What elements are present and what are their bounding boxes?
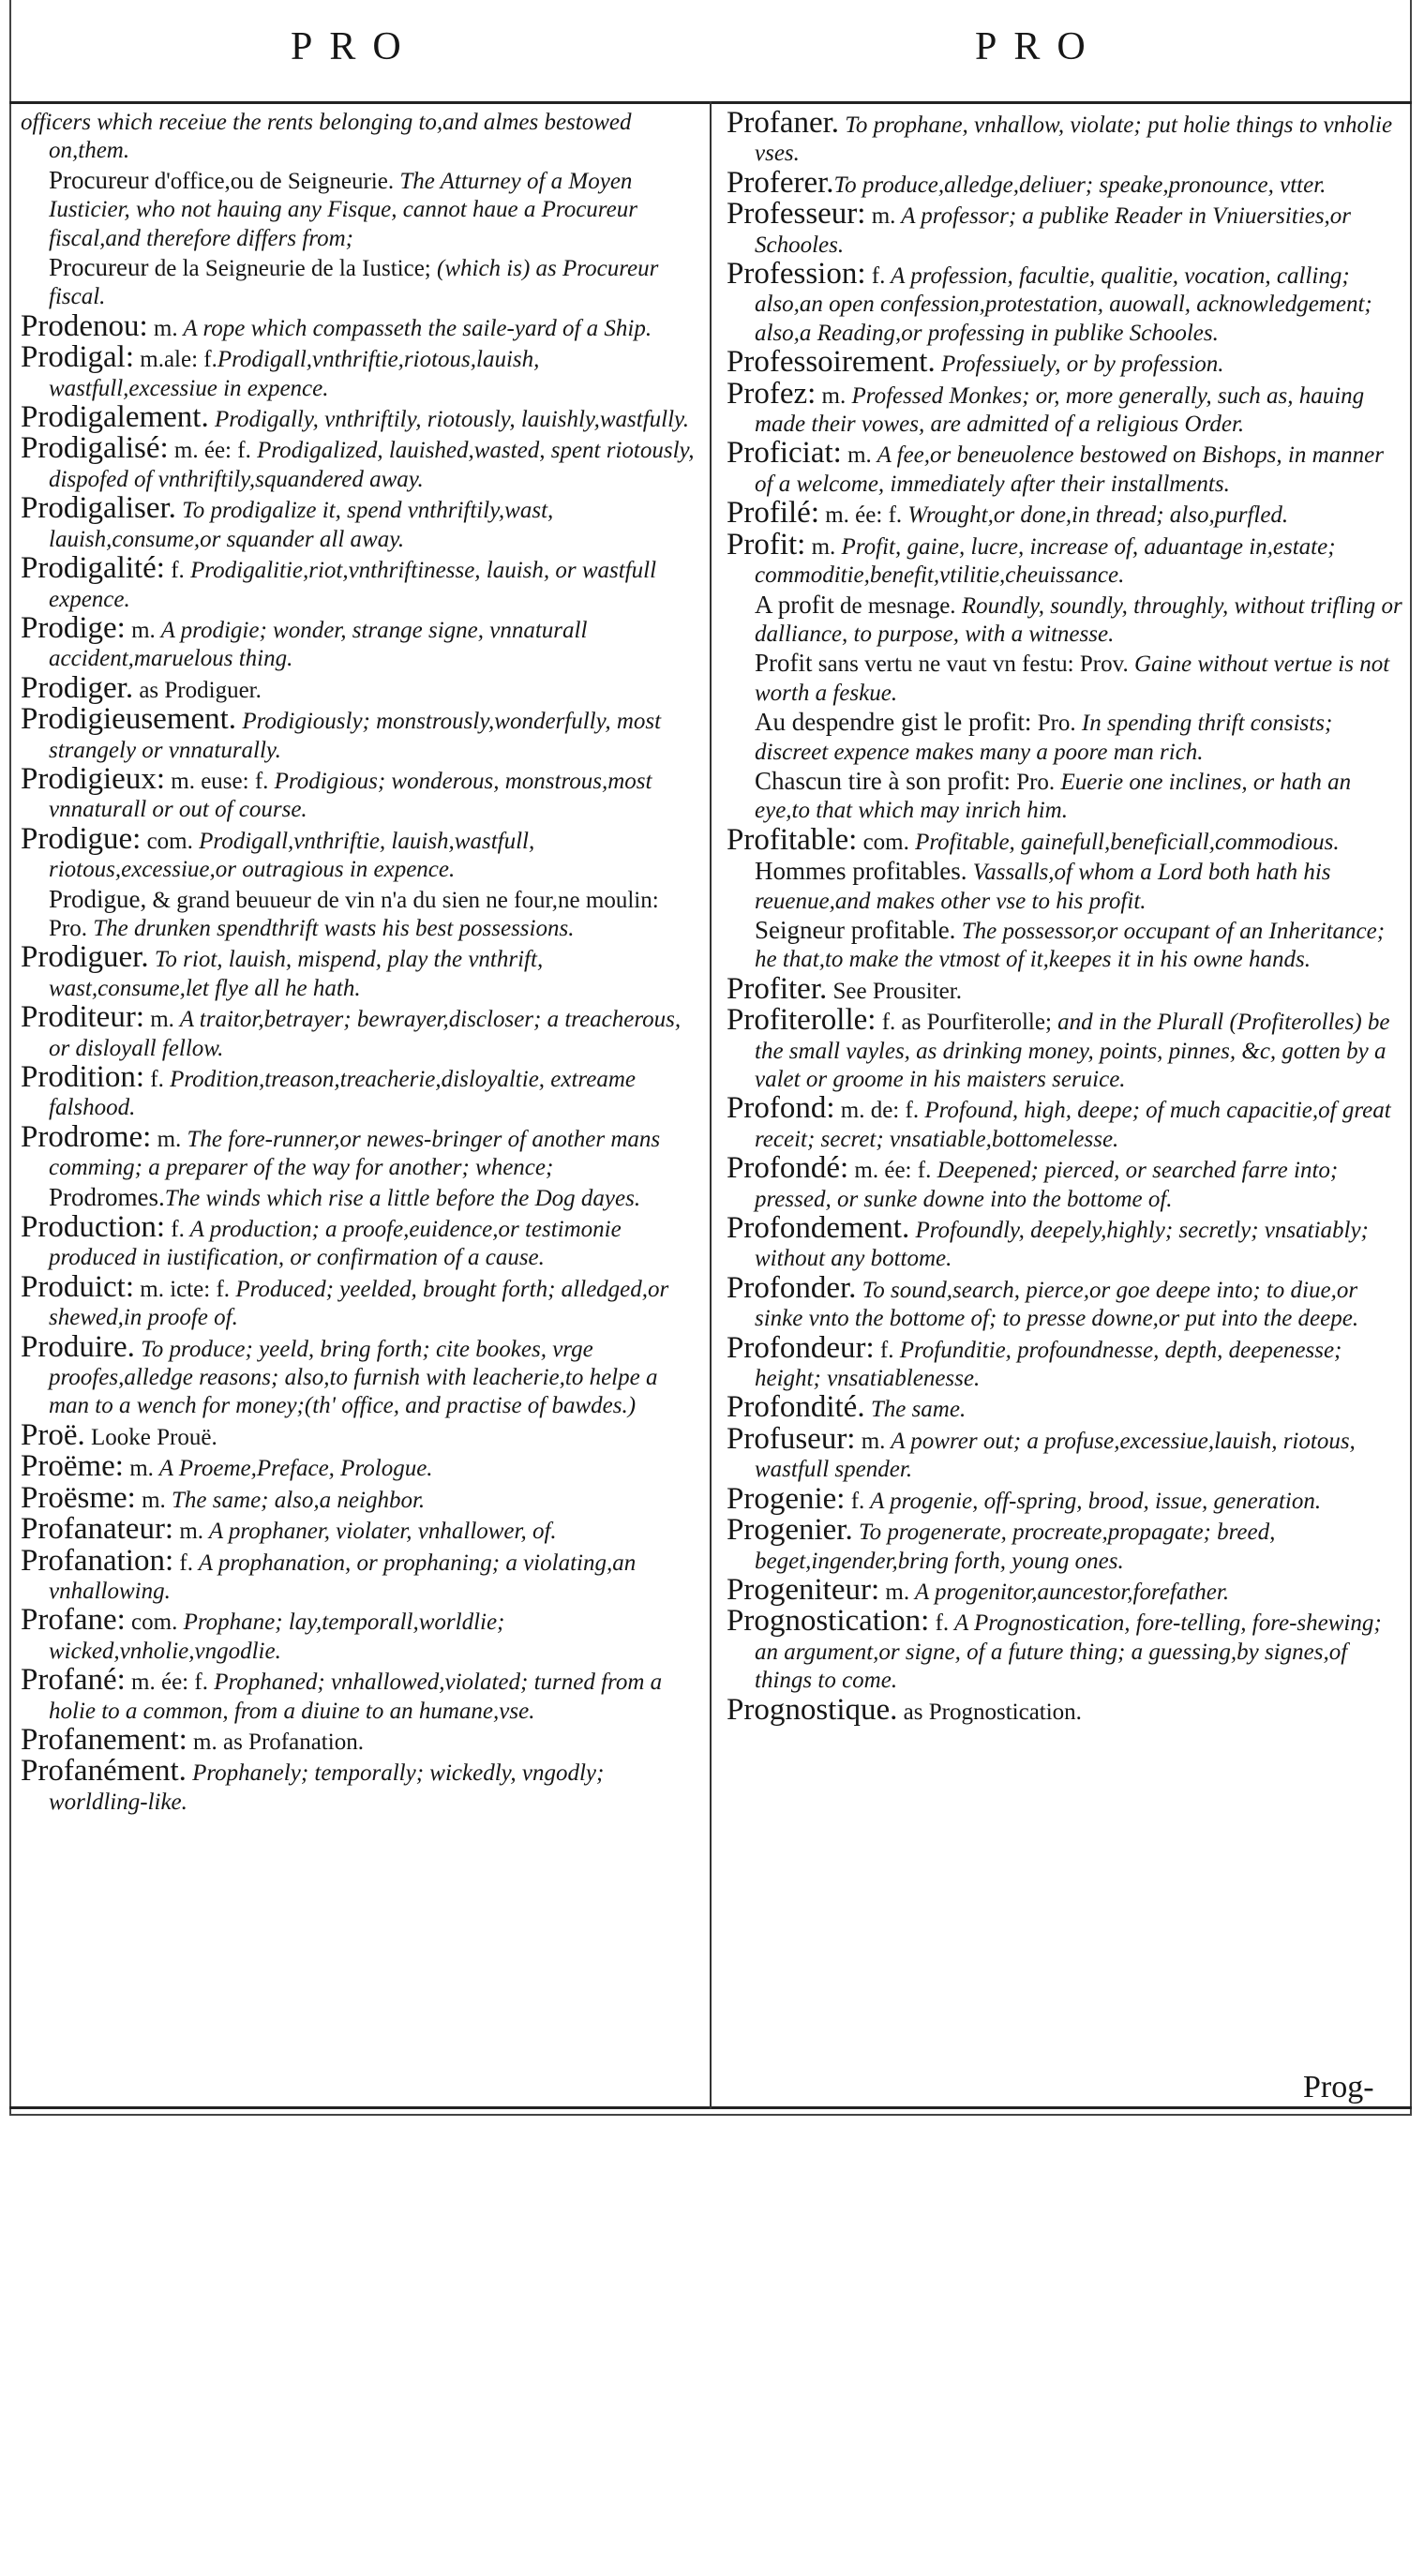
entry-gloss: To riot, lauish, mispend, play the vnthrift, wast,consume,let flye all he hath. [49,947,544,1001]
entry-gloss: A traitor,betrayer; bewrayer,discloser; a treacherous, or disloyall fellow. [49,1007,682,1061]
entry-gloss: The Atturney of a Moyen Iusticier, who not hauing any Fisque, cannot haue a Procureur fiscal,and therefore differs from; [49,168,637,251]
entry-headword: Profonder. [727,1270,857,1305]
dictionary-entry [21,670,700,705]
dictionary-entry [727,857,1406,916]
entry-headword: Profondement. [727,1211,910,1246]
entry-grammar: f. [144,1067,164,1092]
entry-headword: Proditeur: [21,1000,144,1035]
entry-headword: Profane: [21,1603,126,1638]
entry-grammar: com. [125,1610,178,1636]
dictionary-entry [727,971,1406,1006]
entry-grammar: m. ée: f. [168,438,251,464]
entry-headword: Prodromes. [49,1182,165,1211]
entry-headword: Prodenou: [21,308,148,343]
entry-gloss: To produce; yeeld, bring forth; cite bookes, vrge proofes,alledge reasons; also,to furnish with leacherie,to helpe a man to a wench for money;(th' office, and practise of bawdes.) [49,1336,658,1419]
entry-headword: Profanement: [21,1722,187,1757]
dictionary-entry [21,1663,700,1726]
dictionary-entry [727,345,1406,380]
dictionary-entry [727,1091,1406,1154]
entry-gloss: A rope which compasseth the saile-yard of a Ship. [177,315,652,341]
entry-gloss: Prodigall,vnthriftie, lauish,wastfull, riotous,excessiue,or outragious in expence. [49,828,535,883]
entry-gloss: A profession, facultie, qualitie, vocation, calling; also,an open confession,protestation, auowall, acknowledgement; also,a Reading,or professing in publike Schooles. [755,263,1372,346]
entry-gloss: A progenie, off-spring, brood, issue, generation. [864,1488,1322,1514]
dictionary-entry [727,708,1406,767]
entry-gloss: Professiuely, or by profession. [935,352,1224,378]
dictionary-entry [727,165,1406,200]
dictionary-entry [21,1512,700,1547]
entry-gloss: The winds which rise a little before the Dog dayes. [164,1185,641,1211]
dictionary-entry [727,106,1406,169]
entry-headword: Prodrome: [21,1119,152,1154]
entry-headword: Profession: [727,257,866,292]
dictionary-entry [727,822,1406,857]
entry-gloss: A Prognostication, fore-telling, fore-shewing; an argument,or signe, of a future thing; a guessing,by signes,of things to come. [755,1610,1382,1694]
entry-grammar: f. [173,1550,193,1576]
entry-headword: Progenier. [727,1513,853,1548]
entry-headword: Production: [21,1210,165,1245]
entry-gloss: Vassalls,of whom a Lord both hath his reuenue,and makes other vse to his profit. [755,860,1331,914]
entry-headword: Profiterolle: [727,1003,877,1038]
dictionary-entry [21,1329,700,1421]
entry-gloss: The same. [864,1397,967,1423]
left-column [21,109,700,1817]
entry-headword: Prodigalisé: [21,431,169,466]
entry-grammar: as Prognostication. [897,1699,1082,1725]
dictionary-entry [21,551,700,614]
dictionary-entry [21,431,700,494]
entry-headword: Produire. [21,1329,135,1364]
dictionary-entry [727,1151,1406,1214]
entry-grammar: m. de: f. [834,1098,920,1124]
entry-gloss: Profoundly, deepely,highly; secretly; vnsatiably; without any bottome. [755,1218,1369,1272]
entry-headword: Profitable: [727,822,858,857]
entry-headword: Profilé: [727,496,819,531]
entry-gloss: To prophane, vnhallow, violate; put holie things to vnholie vses. [755,112,1393,167]
dictionary-entry [21,1183,700,1213]
entry-headword: Profané: [21,1663,126,1698]
entry-headword: Profond: [727,1091,835,1126]
entry-gloss: A prodigie; wonder, strange signe, vnnaturall accident,maruelous thing. [49,617,588,672]
entry-grammar: as Prodiguer. [133,677,262,703]
entry-gloss: Profitable, gainefull,beneficiall,commodious. [908,829,1340,855]
entry-gloss: The possessor,or occupant of an Inheritance; he that,to make the vtmost of it,keepes it in his owne hands. [755,918,1386,973]
dictionary-entry [21,1722,700,1757]
entry-gloss: Prodigalitie,riot,vnthriftinesse, lauish, or wastfull expence. [49,558,657,612]
dictionary-entry [21,821,700,885]
entry-headword: Profez: [727,376,817,411]
dictionary-entry [727,376,1406,440]
entry-headword: Professoirement. [727,345,936,380]
entry-grammar: de la Seigneurie de la Iustice; [148,256,431,282]
entry-grammar: m.ale: f. [134,347,217,373]
entry-gloss: Prodigious; wonderous, monstrous,most vnnaturall or out of course. [49,768,652,823]
entry-gloss: A powrer out; a profuse,excessiue,lauish, riotous, wastfull spender. [755,1428,1356,1483]
entry-headword: Prodigieusement. [21,702,237,737]
dictionary-entry [727,1572,1406,1607]
entry-grammar: d'office,ou de Seigneurie. [148,168,395,194]
entry-headword: Professeur: [727,197,866,232]
right-column [727,106,1406,1727]
dictionary-entry [21,1449,700,1484]
entry-gloss: The drunken spendthrift wasts his best possessions. [86,915,575,941]
entry-grammar: m. [816,382,847,409]
entry-grammar: m. [173,1519,204,1545]
entry-headword: Au despendre gist le profit: [755,708,1032,737]
entry-gloss: Profit, gaine, lucre, increase of, aduantage in,estate; commoditie,benefit,vtilitie,cheuissance. [755,533,1336,589]
entry-grammar: f. [165,1217,185,1243]
entry-grammar: m. [865,203,896,230]
dictionary-entry [21,940,700,1003]
entry-grammar: m. ée: f. [125,1670,208,1696]
entry-gloss: To sound,search, pierce,or goe deepe into; to diue,or sinke vnto the bottome of; to presse downe,or put into the deepe. [755,1277,1359,1332]
entry-gloss: The fore-runner,or newes-bringer of another mans comming; a preparer of the way for another; whence; [49,1126,661,1181]
entry-gloss: A progenitor,auncestor,forefather. [909,1579,1230,1605]
page-header [0,24,1424,81]
dictionary-entry [727,591,1406,650]
entry-gloss: The same; also,a neighbor. [165,1487,426,1513]
dictionary-entry [727,1692,1406,1727]
entry-gloss: A prophanation, or prophaning; a violating,an vnhallowing. [49,1550,637,1604]
entry-grammar: de mesnage. [833,592,956,619]
entry-gloss: Deepened; pierced, or searched farre into; pressed, or sunke downe into the bottome of. [755,1158,1339,1212]
entry-headword: Procureur [49,165,149,194]
dictionary-entry [21,166,700,253]
entry-headword: Profondé: [727,1151,849,1186]
entry-gloss: Wrought,or done,in thread; also,purfled. [902,502,1289,529]
dictionary-entry [727,436,1406,499]
entry-headword: Profuseur: [727,1421,856,1456]
entry-headword: Progenie: [727,1481,846,1516]
bottom-double-rule [9,2114,1412,2116]
entry-headword: Chascun tire à son profit: [755,766,1011,795]
entry-headword: Prognostication: [727,1604,930,1639]
dictionary-entry [727,1390,1406,1425]
entry-headword: Profanateur: [21,1512,174,1547]
entry-headword: Prognostique. [727,1692,898,1727]
entry-gloss: Euerie one inclines, or hath an eye,to that which may inrich him. [755,769,1352,824]
entry-gloss: A production; a proofe,euidence,or testimonie produced in iustification, or confirmation of a cause. [49,1217,622,1271]
dictionary-entry [727,496,1406,531]
dictionary-entry [727,1330,1406,1394]
entry-headword: Prodigieux: [21,761,165,796]
entry-gloss: To prodigalize it, spend vnthriftily,wast, lauish,consume,or squander all away. [49,498,554,552]
entry-grammar: m. [143,1007,174,1033]
dictionary-entry [21,1000,700,1063]
dictionary-entry [727,767,1406,826]
entry-grammar: f. as Pourfiterolle; [876,1010,1052,1036]
dictionary-entry [21,1417,700,1452]
entry-gloss: A fee,or beneuolence bestowed on Bishops, in manner of a welcome, immediately after their installments. [755,442,1384,497]
entry-grammar: m. [123,1456,154,1482]
entry-headword: Proësme: [21,1480,136,1515]
entry-grammar: m. [147,315,178,341]
entry-grammar: m. as Profanation. [187,1729,364,1755]
entry-headword: Profit: [727,527,806,562]
dictionary-entry [21,340,700,403]
entry-grammar: m. ée: f. [818,502,903,529]
entry-gloss: Prodigiously; monstrously,wonderfully, most strangely or vnnaturally. [49,709,662,763]
entry-gloss: Prodigally, vnthriftily, riotously, lauishly,wastfully. [208,407,690,433]
entry-grammar: f. [929,1610,950,1637]
entry-gloss: Prodigalized, lauished,wasted, spent riotously, dispofed of vnthriftily,squandered away. [49,438,695,492]
entry-headword: Prodiguer. [21,940,149,975]
entry-headword: Hommes profitables. [755,857,967,886]
entry-headword: Prodigue: [21,821,142,856]
entry-headword: Procureur [49,253,149,282]
entry-grammar: Pro. [1031,711,1076,737]
column-divider [710,101,712,2109]
entry-gloss: To progenerate, procreate,propagate; breed, beget,ingender,bring forth, young ones. [755,1520,1276,1574]
dictionary-entry [21,1119,700,1183]
entry-headword: Proë. [21,1417,85,1452]
entry-grammar: com. [857,829,909,855]
dictionary-entry [727,257,1406,348]
entry-headword: Proferer. [727,165,834,200]
entry-headword: Profiter. [727,971,828,1006]
entry-headword: Seigneur profitable. [755,915,956,944]
dictionary-entry [727,1421,1406,1485]
entry-gloss: Produced; yeelded, brought forth; alledged,or shewed,in proofe of. [49,1276,669,1331]
entry-gloss: A Proeme,Preface, Prologue. [153,1456,433,1482]
entry-grammar: m. [805,533,836,560]
entry-grammar: m. euse: f. [165,768,269,794]
entry-grammar: See Prousiter. [827,978,962,1004]
entry-gloss: (which is) as Procureur fiscal. [49,256,659,310]
entry-gloss: Gaine without vertue is not worth a feskue. [755,651,1390,706]
entry-grammar: f. [865,263,886,290]
entry-grammar: m. icte: f. [134,1276,231,1302]
entry-gloss: Roundly, soundly, throughly, without trifling or dalliance, to purpose, with a witnesse. [755,592,1402,647]
entry-gloss: Prodition,treason,treacherie,disloyaltie, extreame falshood. [49,1067,636,1121]
entry-headword: Proficiat: [727,436,842,471]
entry-gloss: In spending thrift consists; discreet expence makes many a poore man rich. [755,711,1333,765]
entry-headword: Profanément. [21,1754,187,1789]
running-head-right: PRO [975,25,1102,68]
dictionary-entry [727,649,1406,708]
dictionary-entry [21,1603,700,1666]
entry-grammar: & grand beuueur de vin n'a du sien ne four,ne moulin: Pro. [49,887,659,941]
entry-headword: Prodigalement. [21,400,209,435]
entry-gloss: Professed Monkes; or, more generally, such as, hauing made their vowes, are admitted of a religious Order. [755,382,1365,438]
entry-gloss: Prophane; lay,temporall,worldlie; wicked,vnholie,vngodlie. [49,1610,505,1664]
dictionary-entry [21,491,700,554]
entry-headword: Prodigaliser. [21,491,176,526]
entry-grammar: f. [164,558,185,584]
dictionary-entry [21,1754,700,1817]
entry-headword: Produict: [21,1269,134,1304]
catchword: Prog- [1303,2070,1374,2104]
entry-headword: A profit [755,590,834,619]
entry-gloss: A professor; a publike Reader in Vniuersities,or Schooles. [755,203,1352,258]
entry-headword: Prodige: [21,610,126,645]
dictionary-entry [727,1604,1406,1695]
entry-headword: Proëme: [21,1449,124,1484]
entry-gloss: officers which receiue the rents belonging to,and almes bestowed on,them. [21,110,632,164]
dictionary-entry [727,1481,1406,1516]
dictionary-entry [21,308,700,343]
dictionary-entry [727,1211,1406,1274]
dictionary-entry [727,916,1406,975]
dictionary-entry [727,527,1406,591]
dictionary-entry [21,253,700,312]
entry-grammar: com. [141,828,193,854]
entry-grammar: m. [151,1126,182,1152]
dictionary-entry [727,1513,1406,1576]
entry-headword: Prodigue, [49,884,147,913]
entry-headword: Prodigalité: [21,551,165,586]
entry-headword: Prodition: [21,1060,145,1094]
dictionary-entry [21,885,700,944]
running-head-left: PRO [291,25,418,68]
dictionary-entry [21,1269,700,1333]
entry-grammar: m. [879,1579,910,1605]
entry-gloss: Profound, high, deepe; of much capacitie,of great receit; secret; vnsatiable,bottomelesse. [755,1098,1391,1152]
entry-gloss: A prophaner, violater, vnhallower, of. [203,1519,557,1545]
entry-grammar: m. [125,617,156,643]
entry-headword: Profaner. [727,106,840,140]
entry-grammar: Looke Prouë. [84,1424,217,1450]
dictionary-entry [21,761,700,825]
dictionary-entry [21,702,700,765]
dictionary-entry [21,1543,700,1607]
entry-headword: Profondité. [727,1390,865,1425]
dictionary-entry [21,1210,700,1273]
entry-gloss: Prodigall,vnthriftie,riotous,lauish, wastfull,excessiue in expence. [49,347,540,401]
dictionary-entry [21,610,700,674]
entry-gloss: Profunditie, profoundnesse, depth, deepenesse; height; vnsatiablenesse. [755,1337,1342,1392]
entry-grammar: f. [874,1337,894,1363]
entry-grammar: m. [841,442,872,469]
dictionary-entry [727,1003,1406,1094]
entry-gloss: and in the Plurall (Profiterolles) be the small vayles, as drinking money, points, pinnes, &c, gotten by a valet or groome in his maisters seruice. [755,1010,1390,1092]
entry-headword: Profondeur: [727,1330,875,1365]
entry-grammar: m. [855,1428,886,1454]
dictionary-entry [21,109,700,166]
entry-grammar: m. ée: f. [848,1158,932,1184]
dictionary-entry [21,1480,700,1515]
entry-headword: Prodigal: [21,340,134,375]
dictionary-entry [21,400,700,435]
entry-headword: Progeniteur: [727,1572,880,1607]
dictionary-entry [21,1060,700,1123]
entry-headword: Profanation: [21,1543,174,1578]
entry-grammar: Pro. [1010,769,1056,795]
entry-grammar: sans vertu ne vaut vn festu: Prov. [812,651,1129,678]
entry-grammar: m. [135,1487,166,1513]
entry-headword: Prodiger. [21,670,134,705]
dictionary-entry [727,1270,1406,1334]
entry-headword: Profit [755,649,813,678]
dictionary-entry [727,197,1406,260]
entry-gloss: To produce,alledge,deliuer; speake,pronounce, vtter. [833,172,1327,198]
entry-grammar: f. [845,1488,865,1514]
entry-gloss: Prophaned; vnhallowed,violated; turned from a holie to a common, from a diuine to an humane,vse. [49,1670,663,1724]
entry-gloss: Prophanely; temporally; wickedly, vngodly; worldling-like. [49,1760,605,1815]
